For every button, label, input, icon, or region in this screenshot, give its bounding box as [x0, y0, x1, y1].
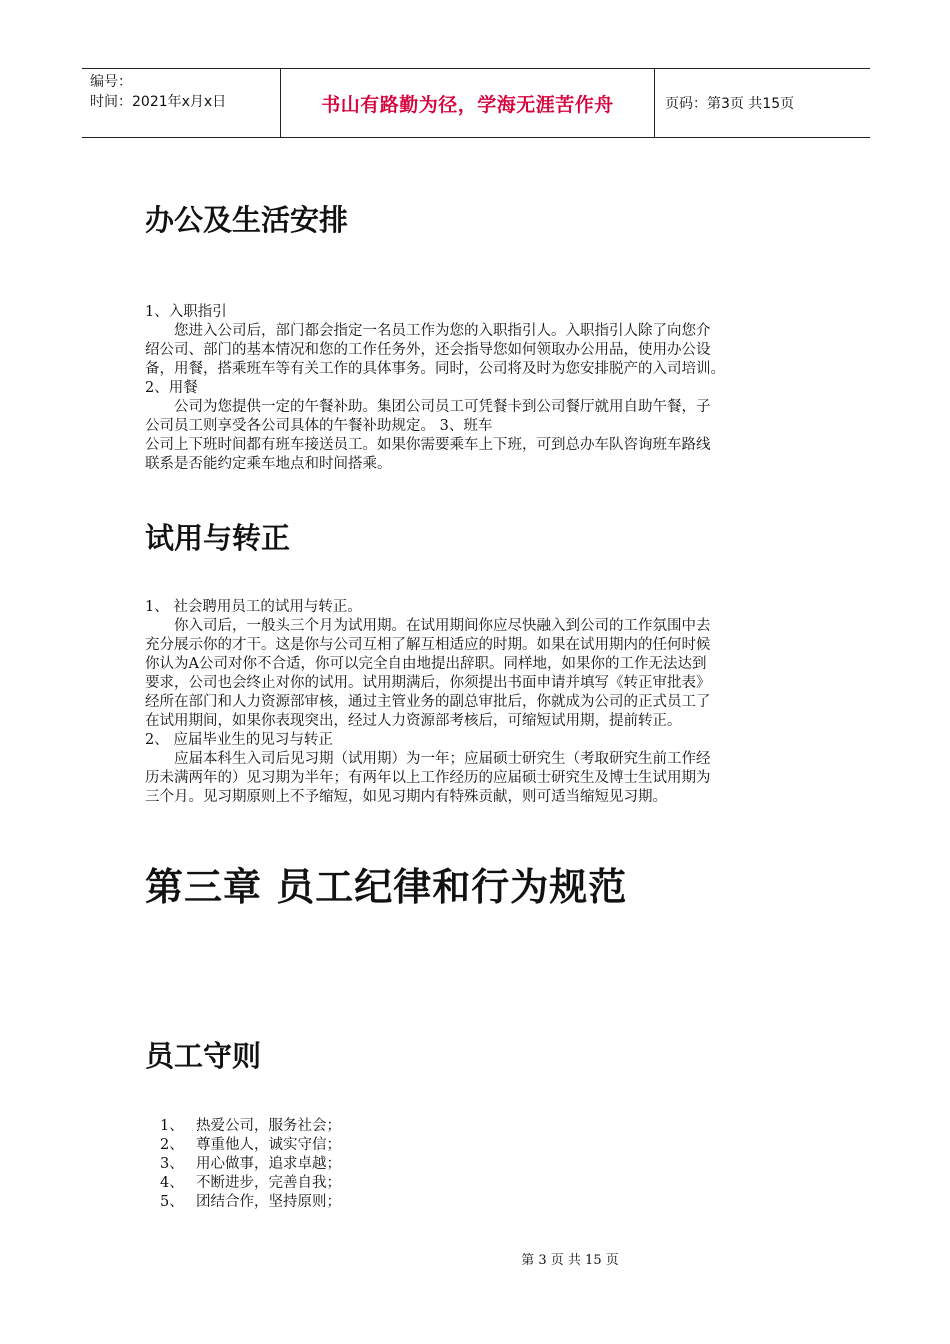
header-meta — [82, 69, 281, 137]
paragraph-line: 三个月。见习期原则上不予缩短，如见习期内有特殊贡献，则可适当缩短见习期。 — [145, 789, 667, 805]
paragraph-line: 在试用期间，如果你表现突出，经过人力资源部考核后，可缩短试用期，提前转正。 — [145, 713, 682, 729]
section-body-probation — [145, 598, 810, 807]
time-label: 时间：2021年x月x日 — [90, 94, 227, 110]
list-number: 5、 — [160, 1194, 184, 1210]
paragraph-line: 公司为您提供一定的午餐补助。集团公司员工可凭餐卡到公司餐厅就用自助午餐，子 — [174, 399, 711, 415]
paragraph-line: 2、 应届毕业生的见习与转正 — [145, 732, 333, 748]
paragraph-line: 备，用餐，搭乘班车等有关工作的具体事务。同时，公司将及时为您安排脱产的入司培训。 — [145, 361, 725, 377]
list-text: 不断进步，完善自我； — [196, 1175, 341, 1191]
section-title-office: 办公及生活安排 — [145, 203, 349, 237]
list-number: 2、 — [160, 1137, 184, 1153]
section-title-probation: 试用与转正 — [145, 521, 291, 555]
list-item — [160, 1193, 341, 1212]
paragraph-line: 1、入职指引 — [145, 304, 227, 320]
header-page-label: 页码：第3页 共15页 — [665, 96, 795, 112]
paragraph-line: 应届本科生入司后见习期（试用期）为一年；应届硕士研究生（考取研究生前工作经 — [174, 751, 711, 767]
header-motto: 书山有路勤为径，学海无涯苦作舟 — [281, 69, 655, 137]
list-number: 1、 — [160, 1118, 184, 1134]
number-label: 编号： — [90, 74, 132, 90]
paragraph-line: 联系是否能约定乘车地点和时间搭乘。 — [145, 456, 392, 472]
list-text: 热爱公司，服务社会； — [196, 1118, 341, 1134]
paragraph-line: 你认为A公司对你不合适，你可以完全自由地提出辞职。同样地，如果你的工作无法达到 — [145, 656, 707, 672]
code-list — [160, 1117, 341, 1212]
paragraph-line: 你入司后，一般头三个月为试用期。在试用期间你应尽快融入到公司的工作氛围中去 — [174, 618, 711, 634]
paragraph-line: 公司员工则享受各公司具体的午餐补助规定。 3、班车 — [145, 418, 493, 434]
paragraph-line: 要求，公司也会终止对你的试用。试用期满后，你须提出书面申请并填写《转正审批表》 — [145, 675, 711, 691]
list-text: 尊重他人，诚实守信； — [196, 1137, 341, 1153]
paragraph-line: 1、 社会聘用员工的试用与转正。 — [145, 599, 362, 615]
paragraph-line: 历未满两年的）见习期为半年；有两年以上工作经历的应届硕士研究生及博士生试用期为 — [145, 770, 711, 786]
list-item — [160, 1174, 341, 1193]
paragraph-line: 2、用餐 — [145, 380, 198, 396]
paragraph-line: 绍公司、部门的基本情况和您的工作任务外，还会指导您如何领取办公用品，使用办公设 — [145, 342, 711, 358]
list-text: 团结合作，坚持原则； — [196, 1194, 341, 1210]
list-item — [160, 1136, 341, 1155]
paragraph-line: 充分展示你的才干。这是你与公司互相了解互相适应的时期。如果在试用期内的任何时候 — [145, 637, 711, 653]
paragraph-line: 公司上下班时间都有班车接送员工。如果你需要乘车上下班，可到总办车队咨询班车路线 — [145, 437, 711, 453]
section-title-code: 员工守则 — [145, 1039, 262, 1073]
list-item — [160, 1117, 341, 1136]
page-footer: 第 3 页 共 15 页 — [521, 1253, 619, 1268]
chapter-title: 第三章 员工纪律和行为规范 — [145, 864, 628, 909]
list-text: 用心做事，追求卓越； — [196, 1156, 341, 1172]
paragraph-line: 经所在部门和人力资源部审核，通过主管业务的副总审批后，你就成为公司的正式员工了 — [145, 694, 711, 710]
paragraph-line: 您进入公司后，部门都会指定一名员工作为您的入职指引人。入职指引人除了向您介 — [174, 323, 711, 339]
list-number: 4、 — [160, 1175, 184, 1191]
page-header — [82, 68, 870, 138]
list-number: 3、 — [160, 1156, 184, 1172]
list-item — [160, 1155, 341, 1174]
section-body-office — [145, 303, 810, 474]
